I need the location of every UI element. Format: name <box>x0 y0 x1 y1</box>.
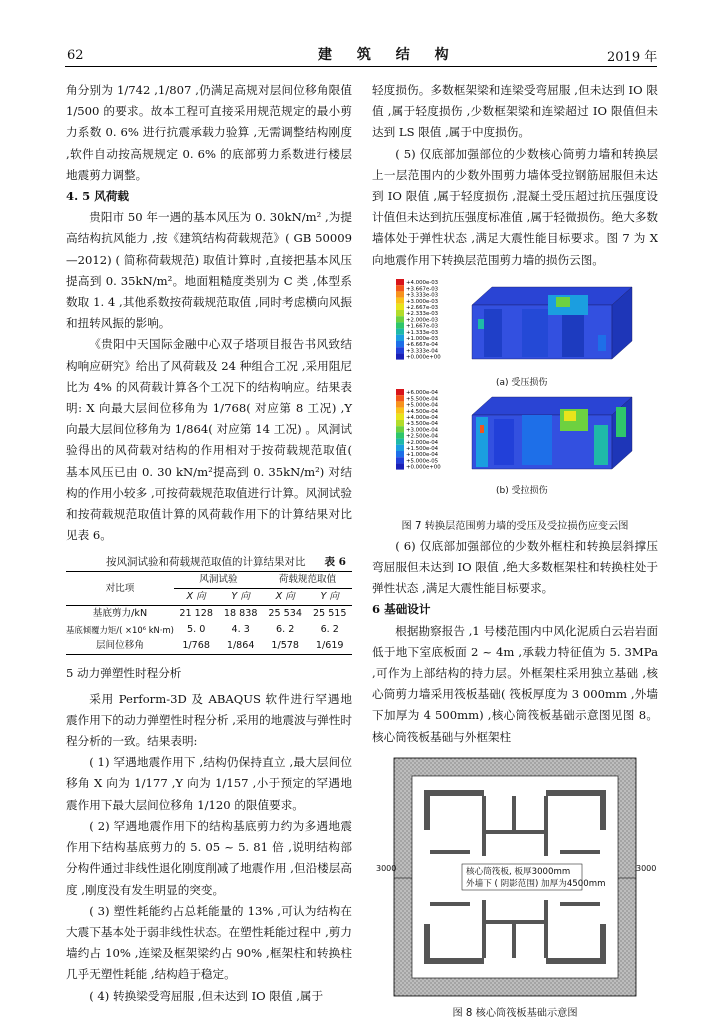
cell: 25 534 <box>268 608 302 620</box>
publication-year: 2019 年 <box>607 50 658 65</box>
section-heading-6: 6 基础设计 <box>372 602 431 617</box>
paragraph: ( 6) 仅底部加强部位的少数外框柱和转换层斜撑压弯屈服但未达到 IO 限值 ,绝大多数框架柱和转换柱处于弹性状态 ,满足大震性能目标要求。 <box>372 538 658 596</box>
legend-label: +0.000e+00 <box>406 354 441 361</box>
paragraph: 轻度损伤。多数框架梁和连梁受弯屈服 ,但未达到 IO 限值 ,属于轻度损伤 ,少数框架梁和连梁超过 IO 限值但未达到 LS 限值 ,属于中度损伤。 <box>372 83 658 140</box>
left-column <box>66 80 352 1007</box>
paragraph: 《贵阳中天国际金融中心双子塔项目报告书风致结构响应研究》给出了风荷载及 24 种组合工况 ,采用阻尼比为 4% 的风荷载计算各个工况下的结构响应。结果表明: X 向最大层间位移角为 1/768( 对应第 8 工况) ,Y 向最大层间位移角为 1/864( 对应第 14 工况) 。风洞试验得出的风荷载对结构的作用相对于按荷载规范取值( 基本风压已由 0. 30 kN/m²提高到 0. 35kN/m²) 对结构的作用小较多 ,可按荷载规范取值进行计算。风洞试验和按荷载规范取值计算的风荷载作用下的计算结果对比见表 6。 <box>66 337 352 543</box>
legend-swatch <box>396 426 404 432</box>
legend-swatch <box>396 310 404 316</box>
legend-label: +1.500e-04 <box>406 445 439 452</box>
legend-tension <box>396 389 441 471</box>
header-rule <box>65 66 657 67</box>
table-header-wind-tunnel: 风洞试验 <box>174 572 263 589</box>
legend-label: +4.000e-04 <box>406 414 439 421</box>
table-number: 表 6 <box>324 556 346 569</box>
legend-compression <box>396 279 441 361</box>
page-number: 62 <box>67 48 84 63</box>
paragraph: 贵阳市 50 年一遇的基本风压为 0. 30kN/m² ,为提高结构抗风能力 ,按《建筑结构荷载规范》( GB 50009—2012) ( 简称荷载规范) 取值计算时 ,直接把基本风压提高到 0. 35kN/m²。地面粗糙度类别为 C 类 ,体型系数取 1. 4 ,其他系数按荷载规范取值 ,同时考虑横向风振和扭转风振的影响。 <box>66 210 352 331</box>
legend-label: +2.000e-04 <box>406 439 439 446</box>
legend-swatch <box>396 401 404 407</box>
legend-swatch <box>396 297 404 303</box>
legend-label: +1.333e-03 <box>406 329 439 336</box>
legend-label: +6.000e-04 <box>406 390 439 397</box>
cell: 5. 0 <box>187 624 206 636</box>
legend-swatch <box>396 407 404 413</box>
right-column <box>372 80 658 1023</box>
legend-label: +3.000e-04 <box>406 427 439 434</box>
legend-swatch <box>396 395 404 401</box>
legend-label: +2.333e-03 <box>406 311 439 318</box>
paragraph: 采用 Perform-3D 及 ABAQUS 软件进行罕遇地震作用下的动力弹塑性时程分析 ,采用的地震波与弹性时程分析的一致。结果表明: <box>66 691 352 749</box>
table-header-x: X 向 <box>174 589 219 606</box>
legend-swatch <box>396 432 404 438</box>
legend-swatch <box>396 445 404 451</box>
cell: 4. 3 <box>231 624 250 636</box>
legend-swatch <box>396 420 404 426</box>
raft-label-2: 外墙下 ( 阴影范围) 加厚为4500mm <box>466 878 606 889</box>
cell: 6. 2 <box>276 624 295 636</box>
paragraph: 角分别为 1/742 ,1/807 ,仍满足高规对层间位移角限值 1/500 的要求。故本工程可直接采用规范规定的最小剪力系数 0. 6% 进行抗震承载力验算 ,无需调整结构刚度 ,软件自动按高规规定 0. 6% 的底部剪力系数进行楼层地震剪力调整。 <box>66 83 352 182</box>
legend-swatch <box>396 353 404 359</box>
table-header-x: X 向 <box>263 589 308 606</box>
table-header-y: Y 向 <box>307 589 352 606</box>
cell: 1/578 <box>263 638 308 655</box>
figure-8 <box>372 752 658 1002</box>
cell: 1/864 <box>218 638 263 655</box>
legend-swatch <box>396 463 404 469</box>
legend-swatch <box>396 322 404 328</box>
cell: 18 838 <box>223 608 258 620</box>
cell: 1/768 <box>174 638 219 655</box>
legend-swatch <box>396 414 404 420</box>
dimension-left: 3000 <box>376 863 397 873</box>
comparison-table <box>66 571 352 655</box>
legend-swatch <box>396 389 404 395</box>
legend-swatch <box>396 316 404 322</box>
table-row <box>66 622 352 638</box>
section-heading-5: 5 动力弹塑性时程分析 <box>66 666 182 681</box>
table-header-y: Y 向 <box>218 589 263 606</box>
legend-label: +3.667e-03 <box>406 286 439 293</box>
page-header <box>0 0 724 70</box>
table-header-item: 对比项 <box>66 572 174 606</box>
cell: 6. 2 <box>320 624 339 636</box>
paragraph: ( 1) 罕遇地震作用下 ,结构仍保持直立 ,最大层间位移角 X 向为 1/177 ,Y 向为 1/157 ,小于预定的罕遇地震作用下最大层间位移角 1/120 的限值要求。 <box>66 755 352 812</box>
legend-label: +1.667e-03 <box>406 323 439 330</box>
figure-7-caption: 图 7 转换层范围剪力墙的受压及受拉损伤应变云图 <box>401 520 629 532</box>
table-row <box>66 606 352 623</box>
legend-label: +5.500e-04 <box>406 396 439 403</box>
legend-swatch <box>396 341 404 347</box>
paragraph: ( 2) 罕遇地震作用下的结构基底剪力约为多遇地震作用下结构基底剪力的 5. 05 ~ 5. 81 倍 ,说明结构部分构件通过非线性退化刚度削减了地震作用 ,但沿楼层高度 ,刚度没有发生明显的突变。 <box>66 818 352 897</box>
table-caption <box>66 554 352 569</box>
row-label: 基底倾覆力矩/( ×10⁶ kN·m) <box>66 625 174 636</box>
figure-7 <box>372 275 658 515</box>
journal-title: 建 筑 结 构 <box>318 47 459 63</box>
legend-label: +3.333e-03 <box>406 292 439 299</box>
raft-label-1: 核心筒筏板, 板厚3000mm <box>466 866 571 877</box>
legend-label: +2.500e-04 <box>406 433 439 440</box>
table-row <box>66 638 352 655</box>
paragraph: ( 5) 仅底部加强部位的少数核心筒剪力墙和转换层上一层范围内的少数外围剪力墙体受拉钢筋屈服但未达到 IO 限值 ,属于轻度损伤 ,混凝土受压超过抗压强度设计值但未达到抗压强度标准值 ,属于轻微损伤。绝大多数墙体处于弹性状态 ,满足大震性能目标要求。图 7 为 X 向地震作用下转换层范围剪力墙的损伤云图。 <box>372 146 658 267</box>
legend-label: +4.000e-03 <box>406 280 439 287</box>
legend-label: +3.333e-04 <box>406 348 439 355</box>
legend-swatch <box>396 438 404 444</box>
paragraph: ( 4) 转换梁受弯屈服 ,但未达到 IO 限值 ,属于 <box>89 988 324 1003</box>
wall-model-tension <box>472 397 632 469</box>
legend-swatch <box>396 304 404 310</box>
cell: 21 128 <box>179 608 213 620</box>
legend-label: +5.000e-04 <box>406 402 439 409</box>
legend-label: +4.500e-04 <box>406 408 439 415</box>
legend-label: +3.500e-04 <box>406 421 439 428</box>
table-title: 按风洞试验和荷载规范取值的计算结果对比 <box>106 556 306 569</box>
section-heading-4-5: 4. 5 风荷载 <box>66 189 130 204</box>
legend-swatch <box>396 451 404 457</box>
legend-label: +1.000e-04 <box>406 452 439 459</box>
legend-label: +6.667e-04 <box>406 342 439 349</box>
legend-swatch <box>396 328 404 334</box>
legend-swatch <box>396 457 404 463</box>
cell: 25 515 <box>312 608 347 620</box>
legend-swatch <box>396 291 404 297</box>
legend-label: +2.000e-03 <box>406 317 439 324</box>
row-label: 层间位移角 <box>66 638 174 655</box>
row-label: 基底剪力/kN <box>92 608 148 620</box>
legend-label: +0.000e+00 <box>406 464 441 471</box>
subcaption-a: (a) 受压损伤 <box>496 377 548 388</box>
legend-label: +2.667e-03 <box>406 304 439 311</box>
legend-swatch <box>396 347 404 353</box>
wall-model-compression <box>472 287 632 359</box>
legend-label: +1.000e-03 <box>406 335 439 342</box>
cell: 1/619 <box>307 638 352 655</box>
paragraph: 根据勘察报告 ,1 号楼范围内中风化泥质白云岩岩面低于地下室底板面 2 ~ 4m ,承载力特征值为 5. 3MPa ,可作为上部结构的持力层。外框架柱采用独立基础 ,核心筒剪力墙采用筏板基础( 筏板厚度为 3 000mm ,外墙下加厚为 4 500mm) ,核心筒筏板基础示意图见图 8。核心筒筏板基础与外框架柱 <box>372 623 658 744</box>
legend-swatch <box>396 279 404 285</box>
legend-label: +3.000e-03 <box>406 298 439 305</box>
table-header-code: 荷载规范取值 <box>263 572 352 589</box>
legend-swatch <box>396 335 404 341</box>
subcaption-b: (b) 受拉损伤 <box>496 485 548 496</box>
legend-swatch <box>396 285 404 291</box>
dimension-right: 3000 <box>636 863 657 873</box>
legend-label: +5.000e-05 <box>406 458 439 465</box>
figure-8-caption: 图 8 核心筒筏板基础示意图 <box>452 1007 578 1019</box>
paragraph: ( 3) 塑性耗能约占总耗能量的 13% ,可认为结构在大震下基本处于弱非线性状态。在塑性耗能过程中 ,剪力墙约占 10% ,连梁及框架梁约占 90% ,框架柱和转换柱几乎无塑性耗能 ,结构趋于稳定。 <box>66 903 352 982</box>
